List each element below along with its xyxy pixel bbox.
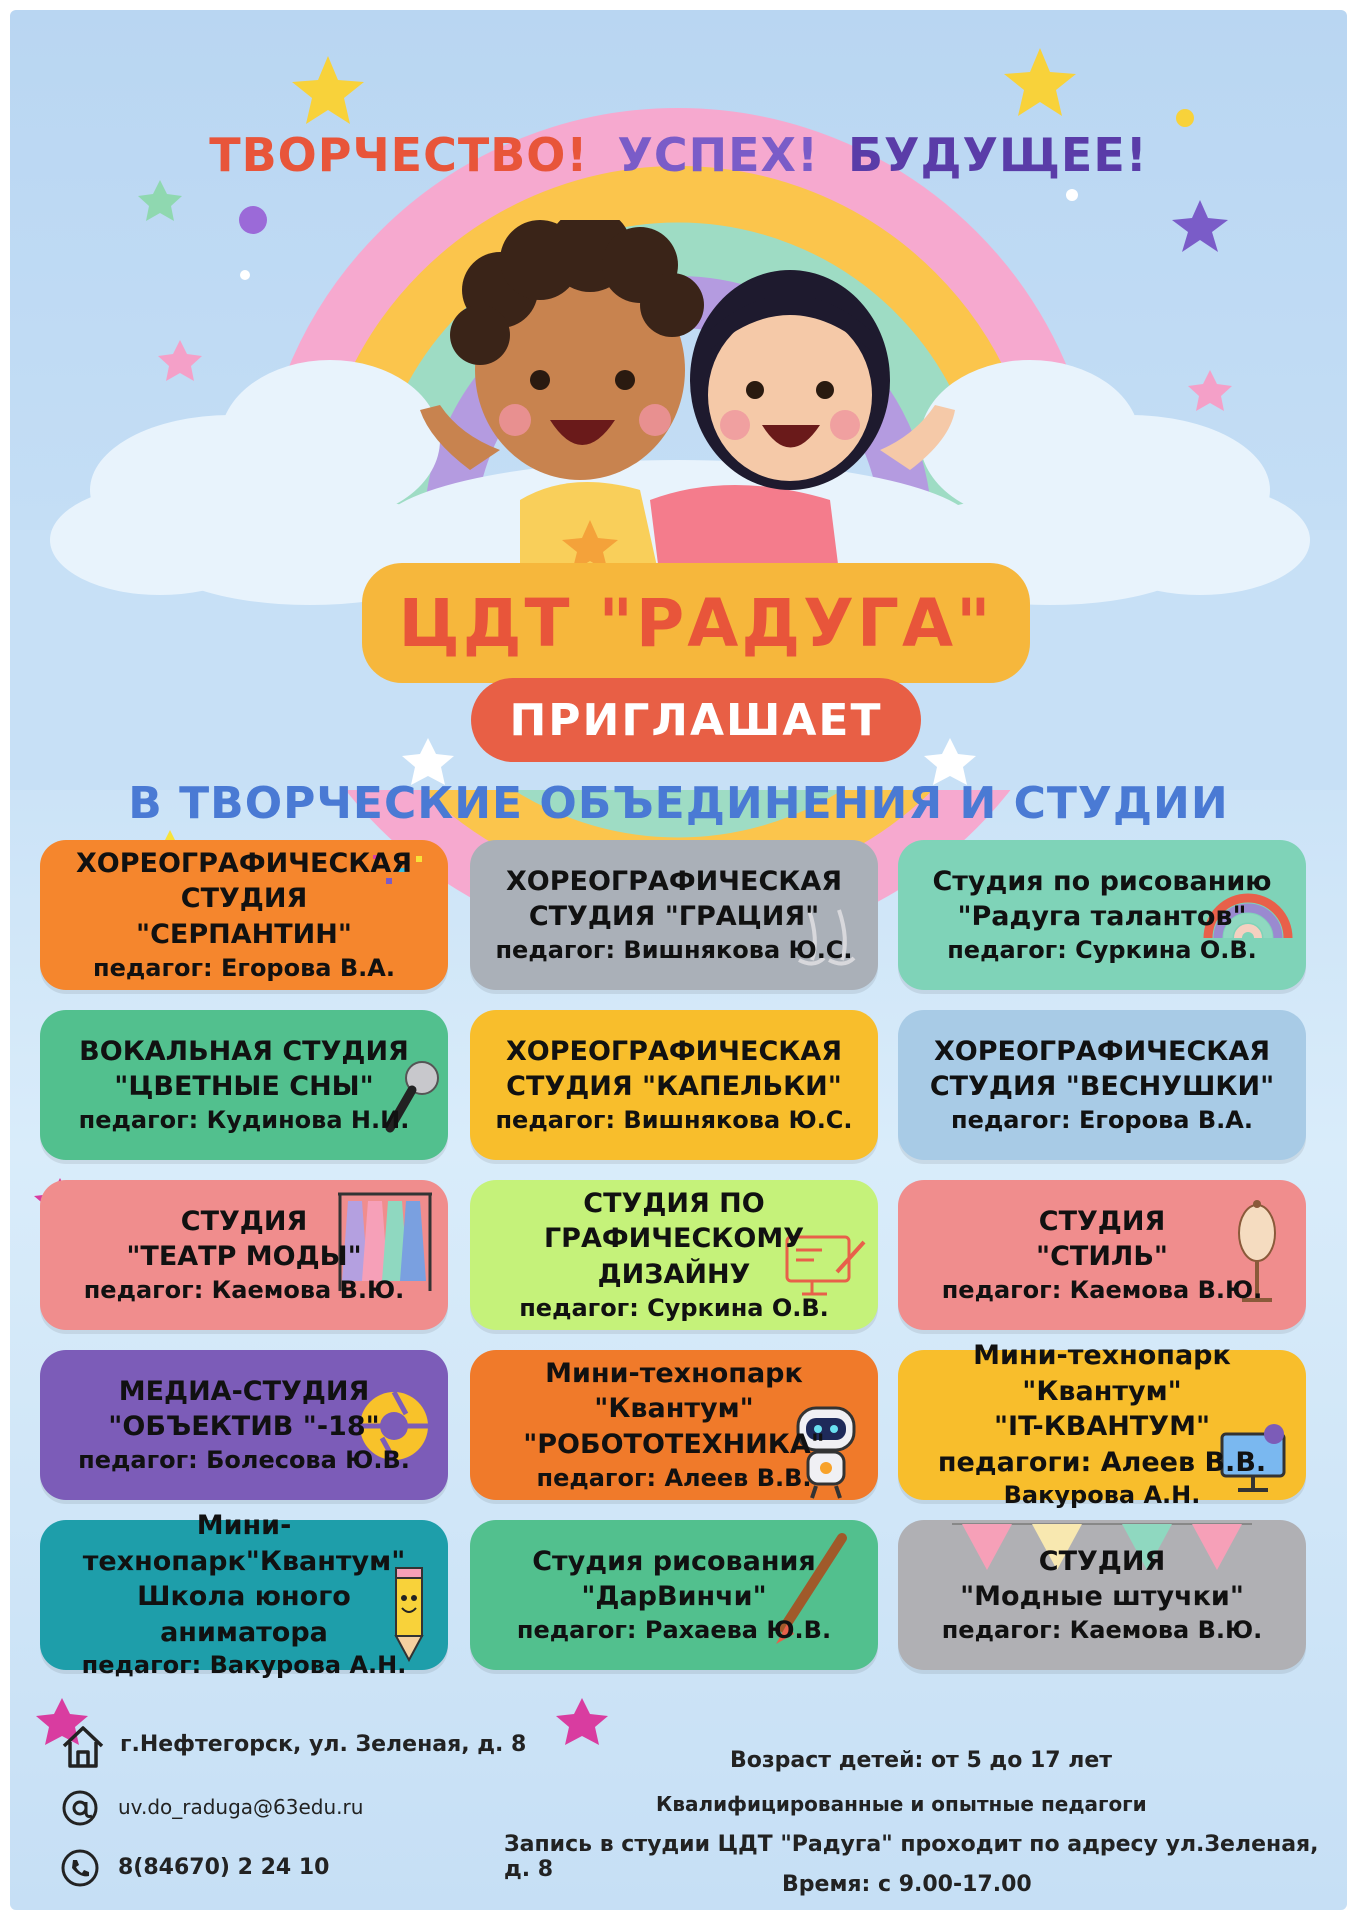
studio-name-line-1: ВОКАЛЬНАЯ СТУДИЯ — [79, 1035, 409, 1067]
studio-card — [470, 1350, 878, 1500]
slogan-part-3: БУДУЩЕЕ! — [847, 128, 1148, 182]
studio-name-line-3: ДИЗАЙНУ — [597, 1258, 751, 1290]
studio-card — [470, 840, 878, 990]
studio-name-line-1: ХОРЕОГРАФИЧЕСКАЯ — [75, 847, 413, 879]
subtitle: В ТВОРЧЕСКИЕ ОБЪЕДИНЕНИЯ И СТУДИИ — [128, 778, 1229, 829]
footer-qualified: Квалифицированные и опытные педагоги — [656, 1792, 1147, 1816]
studio-name-line-1: Студия рисования — [532, 1545, 816, 1577]
studio-card — [470, 1520, 878, 1670]
footer-email[interactable]: uv.do_raduga@63edu.ru — [118, 1795, 364, 1819]
slogan-part-2: УСПЕХ! — [617, 128, 819, 182]
invite-badge: ПРИГЛАШАЕТ — [471, 678, 921, 762]
studio-name-line-2: "СТИЛЬ" — [1036, 1241, 1168, 1273]
studio-name-line-1: МЕДИА-СТУДИЯ — [118, 1375, 370, 1407]
studio-card — [40, 1350, 448, 1500]
footer-hours: Время: с 9.00-17.00 — [782, 1872, 1032, 1897]
studio-teacher: Вакурова А.Н. — [1003, 1481, 1201, 1510]
page-title: ЦДТ "РАДУГА" — [362, 563, 1030, 683]
studio-name-line-2: "ДарВинчи" — [581, 1581, 767, 1613]
studio-name-line-2: СТУДИЯ — [180, 883, 308, 915]
studio-card — [898, 1520, 1306, 1670]
studio-teacher: педагог: Алеев В.В. — [536, 1463, 812, 1492]
studio-teacher: педагог: Егорова В.А. — [951, 1105, 1253, 1134]
studio-name-line-2: ГРАФИЧЕСКОМУ — [543, 1223, 805, 1255]
studio-name-line-2: "Радуга талантов" — [957, 901, 1247, 933]
slogan-part-1: ТВОРЧЕСТВО! — [209, 128, 589, 182]
footer-enrollment: Запись в студии ЦДТ "Радуга" проходит по адресу ул.Зеленая, д. 8 — [504, 1832, 1319, 1882]
studio-name-line-2: СТУДИЯ "ГРАЦИЯ" — [528, 901, 820, 933]
studio-name-line-2: Школа юного аниматора — [137, 1581, 351, 1648]
slogan — [10, 128, 1347, 182]
studio-name-line-2: "ОБЪЕКТИВ "-18" — [108, 1411, 380, 1443]
studio-teacher: педагог: Каемова В.Ю. — [941, 1615, 1263, 1644]
studio-teacher: педагог: Кудинова Н.И. — [78, 1105, 410, 1134]
studio-name-line-1: Мини-технопарк "Квантум" — [973, 1339, 1231, 1407]
studio-name-line-1: СТУДИЯ ПО — [583, 1187, 765, 1219]
studio-name-line-2: СТУДИЯ "КАПЕЛЬКИ" — [506, 1071, 842, 1103]
studio-teacher: педагог: Вишнякова Ю.С. — [495, 935, 853, 964]
studio-name-line-1: СТУДИЯ — [1038, 1205, 1166, 1237]
at-sign-icon — [60, 1788, 100, 1828]
studio-teacher: педагог: Каемова В.Ю. — [83, 1275, 405, 1304]
studio-card — [40, 1180, 448, 1330]
studio-name-line-2: "ЦВЕТНЫЕ СНЫ" — [114, 1071, 374, 1103]
studio-name-line-2: СТУДИЯ "ВЕСНУШКИ" — [929, 1071, 1275, 1103]
studio-name-line-1: ХОРЕОГРАФИЧЕСКАЯ — [505, 1035, 843, 1067]
studio-card — [470, 1010, 878, 1160]
studio-card — [898, 1010, 1306, 1160]
studio-name-line-2: "РОБОТОТЕХНИКА" — [523, 1428, 825, 1460]
poster — [10, 10, 1347, 1910]
studio-teacher: педагог: Рахаева Ю.В. — [516, 1615, 832, 1644]
studio-teacher: педагог: Суркина О.В. — [947, 935, 1257, 964]
studio-name-line-3: педагоги: Алеев В.В. — [937, 1446, 1267, 1478]
studio-teacher: педагог: Егорова В.А. — [93, 953, 395, 982]
studio-name-line-1: Мини-технопарк"Квантум" — [82, 1509, 406, 1577]
studio-card — [40, 840, 448, 990]
studio-name-line-2: "ТЕАТР МОДЫ" — [126, 1241, 362, 1273]
studio-name-line-3: "СЕРПАНТИН" — [136, 918, 352, 950]
studio-card — [898, 840, 1306, 990]
studio-name-line-1: СТУДИЯ — [1038, 1545, 1166, 1577]
studio-card — [40, 1010, 448, 1160]
studio-name-line-1: ХОРЕОГРАФИЧЕСКАЯ — [933, 1035, 1271, 1067]
footer-address: г.Нефтегорск, ул. Зеленая, д. 8 — [120, 1732, 527, 1757]
studio-name-line-1: Мини-технопарк "Квантум" — [545, 1357, 803, 1425]
studio-card — [470, 1180, 878, 1330]
studio-name-line-1: Студия по рисованию — [932, 865, 1272, 897]
studio-teacher: педагог: Вишнякова Ю.С. — [495, 1105, 853, 1134]
home-icon — [58, 1722, 108, 1772]
studio-card — [898, 1339, 1306, 1510]
studio-name-line-1: ХОРЕОГРАФИЧЕСКАЯ — [505, 865, 843, 897]
studio-teacher: педагог: Болесова Ю.В. — [78, 1445, 410, 1474]
studio-teacher: педагог: Вакурова А.Н. — [81, 1651, 407, 1680]
footer-phone[interactable]: 8(84670) 2 24 10 — [118, 1855, 330, 1880]
footer-age: Возраст детей: от 5 до 17 лет — [730, 1748, 1113, 1773]
children-illustration — [410, 220, 970, 580]
studio-card — [40, 1509, 448, 1680]
studio-card — [898, 1180, 1306, 1330]
studio-teacher: педагог: Каемова В.Ю. — [941, 1275, 1263, 1304]
phone-icon — [60, 1848, 100, 1888]
studio-teacher: педагог: Суркина О.В. — [519, 1293, 829, 1322]
studio-name-line-1: СТУДИЯ — [180, 1205, 308, 1237]
studio-name-line-2: "IT-КВАНТУМ" — [993, 1411, 1211, 1443]
studio-name-line-2: "Модные штучки" — [960, 1581, 1244, 1613]
